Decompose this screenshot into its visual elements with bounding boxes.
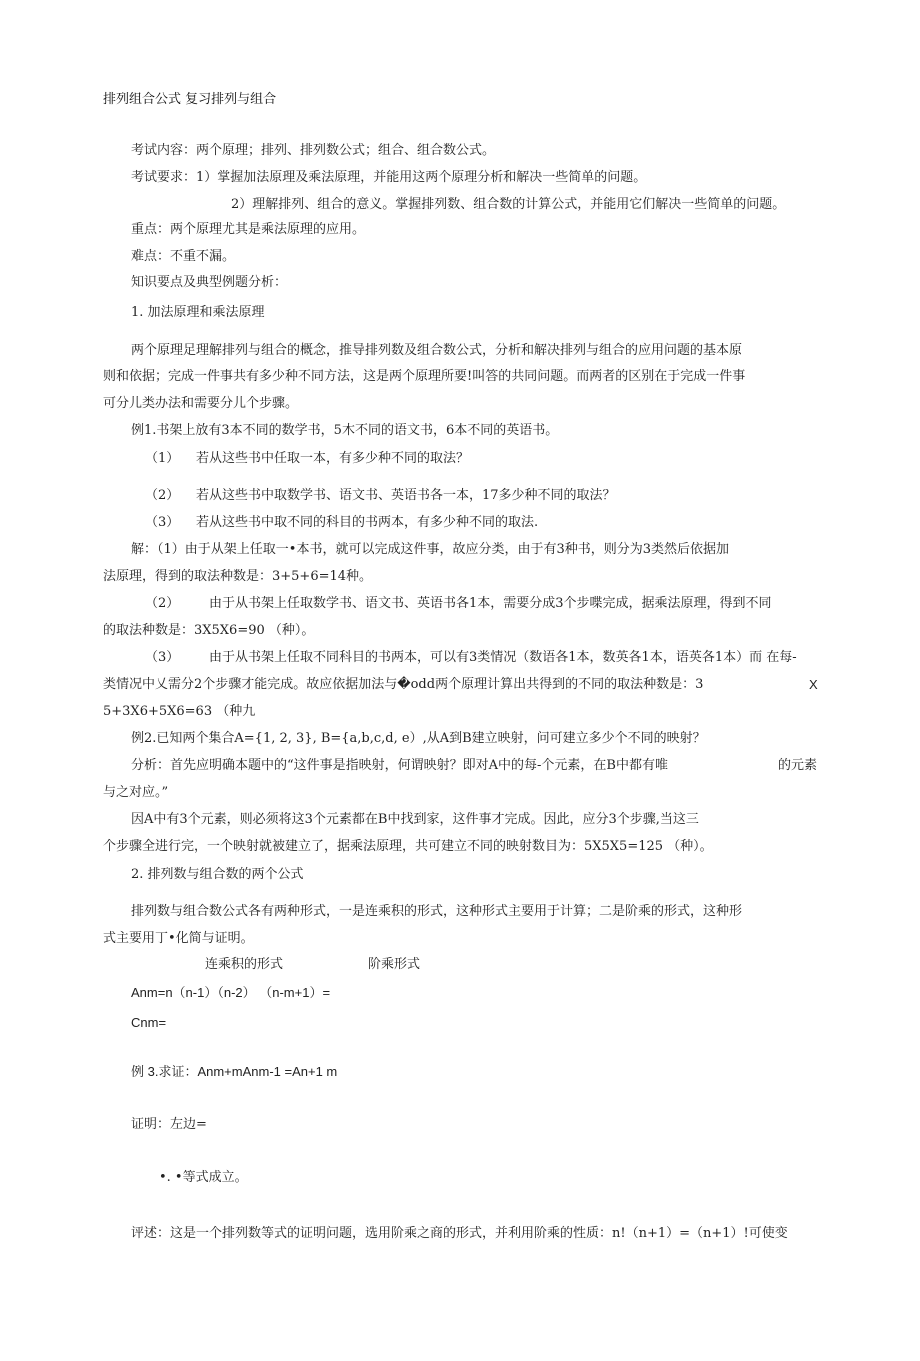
solution-3-line: 由于从书架上任取不同科目的书两本，可以有3类情况（数语各1本，数英各1本，语英各1本）而 在每- — [209, 650, 797, 665]
question-1-number: （1） — [145, 451, 180, 466]
question-1: 若从这些书中任取一本，有多少种不同的取法？ — [196, 451, 470, 466]
permutation-formula: Anm=n（n-1）（n-2） （n-m+1）= — [131, 985, 331, 1000]
question-2: 若从这些书中取数学书、语文书、英语书各一本，17多少种不同的取法？ — [196, 488, 616, 503]
question-2-number: （2） — [145, 488, 180, 503]
exam-requirement-1: 考试要求：1）掌握加法原理及乘法原理，并能用这两个原理分析和解决一些简单的问题。 — [131, 170, 647, 185]
section-2-paragraph-line: 排列数与组合数公式各有两种形式，一是连乘积的形式，这种形式主要用于计算；二是阶乘的形式，这种形 — [131, 904, 743, 919]
solution-3-line: 5+3X6+5X6=63 （种九 — [103, 704, 256, 719]
solution-2-line: 由于从书架上任取数学书、语文书、英语书各1本，需要分成3个步喋完成，据乘法原理，得到不同 — [209, 596, 772, 611]
section-2-paragraph-line: 式主要用丁•化简与证明。 — [103, 931, 254, 946]
combination-formula: Cnm= — [131, 1015, 167, 1030]
solution-1-line: 解：（1）由于从架上任取一•本书，就可以完成这件事，故应分类，由于有3种书，则分为3类然后依据加 — [131, 542, 729, 557]
solution-3-multiply: X — [809, 677, 818, 692]
difficult-point: 难点：不重不漏。 — [131, 249, 236, 264]
section-2-heading: 2. 排列数与组合数的两个公式 — [131, 867, 304, 882]
question-3-number: （3） — [145, 515, 180, 530]
solution-2-line: 的取法种数是：3X5X6=90 （种）。 — [103, 623, 315, 638]
proof-conclusion: •. •等式成立。 — [159, 1170, 248, 1185]
analysis-heading: 知识要点及典型例题分析： — [131, 275, 288, 290]
key-point: 重点：两个原理尤其是乘法原理的应用。 — [131, 222, 366, 237]
example-3: 例 3.求证：Anm+mAnm-1 =An+1 m — [131, 1064, 338, 1079]
section-1-paragraph-line: 两个原理足理解排列与组合的概念，推导排列数及组合数公式，分析和解决排列与组合的应用问题的基本原 — [131, 343, 743, 358]
section-1-paragraph-line: 则和依据；完成一件事共有多少种不同方法，这是两个原理所要!叫答的共同问题。而两者的区别在于完成一件事 — [103, 369, 746, 384]
example-2: 例2.已知两个集合A={1, 2, 3}, B={a,b,c,d, e）,从A到B建立映射，问可建立多少个不同的映射？ — [131, 731, 706, 746]
solution-2-number: （2） — [145, 596, 180, 611]
example-1: 例1.书架上放有3本不同的数学书，5木不同的语文书，6本不同的英语书。 — [131, 423, 559, 438]
section-1-paragraph-line: 可分儿类办法和需要分儿个步骤。 — [103, 396, 299, 411]
exam-content: 考试内容：两个原理；排列、排列数公式；组合、组合数公式。 — [131, 143, 496, 158]
column-label-factorial: 阶乘形式 — [368, 957, 421, 972]
column-label-product: 连乘积的形式 — [205, 957, 284, 972]
analysis-line: 分析：首先应明确本题中的“这件事是指映射，何谓映射？即对A中的每-个元素，在B中都有唯 — [131, 758, 668, 773]
document-title: 排列组合公式 复习排列与组合 — [103, 92, 277, 107]
analysis-line-tail: 的元素 — [778, 758, 818, 773]
exam-requirement-2: 2）理解排列、组合的意义。掌握排列数、组合数的计算公式，并能用它们解决一些简单的问题。 — [231, 197, 786, 212]
solution-3-line: 类情况中乂需分2个步骤才能完成。故应依据加法与�odd两个原理计算出共得到的不同的取法种数是：3 — [103, 677, 704, 692]
analysis-line: 因A中有3个元素，则必须将这3个元素都在B中找到家，这件事才完成。因此，应分3个步骤,当这三 — [131, 812, 699, 827]
question-3: 若从这些书中取不同的科目的书两本，有多少种不同的取法. — [196, 515, 539, 530]
analysis-line: 个步骤全进行完，一个映射就被建立了，据乘法原理，共可建立不同的映射数目为：5X5X5=125 （种）。 — [103, 839, 713, 854]
analysis-line: 与之对应。” — [103, 785, 169, 800]
comment-line: 评述：这是一个排列数等式的证明问题，选用阶乘之商的形式，并利用阶乘的性质：n!（n+1）=（n+1）!可使变 — [131, 1226, 788, 1241]
solution-1-line: 法原理，得到的取法种数是：3+5+6=14种。 — [103, 569, 373, 584]
solution-3-number: （3） — [145, 650, 180, 665]
proof-start: 证明：左边= — [131, 1117, 207, 1132]
section-1-heading: 1. 加法原理和乘法原理 — [131, 305, 265, 320]
